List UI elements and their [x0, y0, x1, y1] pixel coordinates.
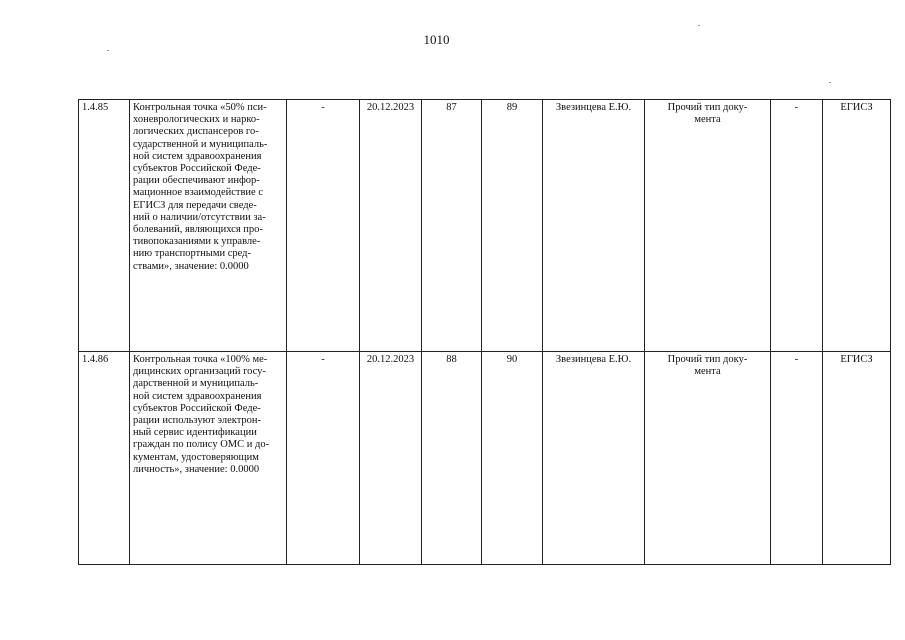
description-line: ЕГИСЗ для передачи сведе-: [133, 199, 257, 211]
row-number-cell: 1.4.85: [79, 100, 130, 352]
system-cell: ЕГИСЗ: [823, 352, 891, 565]
document-type-line: Прочий тип доку-: [667, 102, 748, 113]
date-cell: 20.12.2023: [360, 352, 422, 565]
table-row: [79, 352, 891, 565]
description-line: личность», значение: 0.0000: [133, 463, 260, 475]
description-line: рации обеспечивают инфор-: [133, 175, 260, 187]
description-cell: [130, 100, 287, 352]
page-number: 1010: [423, 32, 450, 47]
document-type-cell: [645, 352, 771, 565]
number-cell: 90: [482, 352, 543, 565]
description-line: хоневрологических и нарко-: [133, 114, 260, 126]
description-line: ной систем здравоохранения: [133, 150, 262, 162]
document-type-line: Прочий тип доку-: [667, 354, 748, 365]
dash-cell: -: [771, 100, 823, 352]
table-row: [79, 100, 891, 352]
scan-artifact: [698, 25, 700, 26]
dash-cell: -: [771, 352, 823, 565]
document-type-cell: [645, 100, 771, 352]
scan-artifact: [829, 82, 831, 83]
description-cell: [130, 352, 287, 565]
description-line: сударственной и муниципаль-: [133, 138, 268, 150]
description-line: субъектов Российской Феде-: [133, 402, 261, 414]
row-number-cell: 1.4.86: [79, 352, 130, 565]
dash-cell: -: [287, 100, 360, 352]
number-cell: 89: [482, 100, 543, 352]
number-cell: 87: [422, 100, 482, 352]
description-line: тивопоказаниями к управле-: [133, 236, 261, 248]
description-line: Контрольная точка «50% пси-: [133, 102, 267, 113]
description-line: ний о наличии/отсутствии за-: [133, 211, 266, 223]
description-line: Контрольная точка «100% ме-: [133, 354, 268, 365]
description-line: болеваний, являющихся про-: [133, 224, 263, 236]
description-line: логических диспансеров го-: [133, 126, 259, 138]
system-cell: ЕГИСЗ: [823, 100, 891, 352]
dash-cell: -: [287, 352, 360, 565]
description-line: нию транспортными сред-: [133, 248, 252, 260]
description-line: субъектов Российской Феде-: [133, 163, 261, 175]
responsible-person-cell: Звезинцева Е.Ю.: [543, 100, 645, 352]
description-line: мационное взаимодействие с: [133, 187, 263, 199]
description-line: ный сервис идентификации: [133, 427, 257, 439]
description-line: дарственной и муниципаль-: [133, 378, 259, 390]
document-type-line: мента: [694, 366, 721, 378]
document-table: [78, 99, 891, 565]
scan-artifact: [107, 50, 109, 51]
description-line: рации используют электрон-: [133, 415, 262, 427]
date-cell: 20.12.2023: [360, 100, 422, 352]
number-cell: 88: [422, 352, 482, 565]
description-line: граждан по полису ОМС и до-: [133, 439, 270, 451]
description-line: ствами», значение: 0.0000: [133, 260, 249, 272]
responsible-person-cell: Звезинцева Е.Ю.: [543, 352, 645, 565]
description-line: кументам, удостоверяющим: [133, 451, 259, 463]
document-type-line: мента: [694, 114, 721, 126]
description-line: ной систем здравоохранения: [133, 390, 262, 402]
description-line: дицинских организаций госу-: [133, 366, 266, 378]
